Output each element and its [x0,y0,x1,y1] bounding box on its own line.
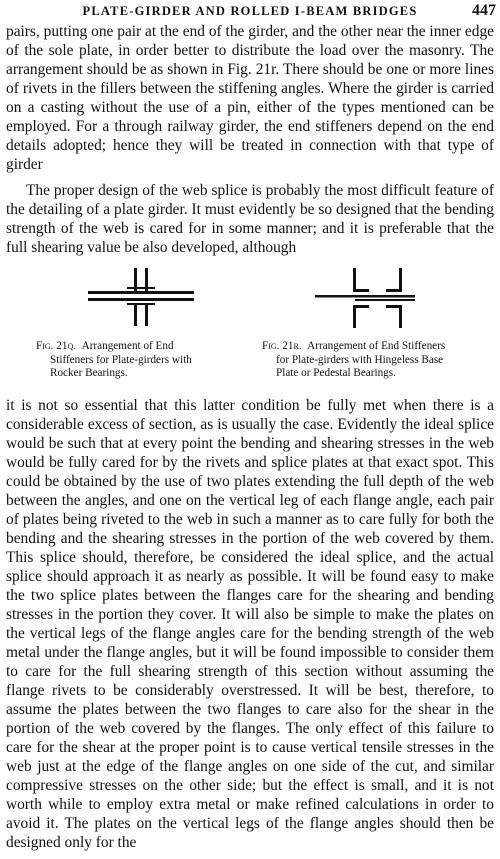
running-head: PLATE-GIRDER AND ROLLED I-BEAM BRIDGES [82,4,418,18]
figure-21r-label: Fig. 21r. [262,340,302,352]
figure-21r-diagram [315,268,415,328]
figure-21q-diagram [88,268,194,326]
paragraph-web-splice-intro: The proper design of the web splice is probably the most difficult feature of the detailing of a plate girder. It must evidently be so designed that the bending strength of the web is cared for in some manner; and it is preferable that the full shearing value be also developed, although [6,182,494,256]
page-header [0,4,500,20]
caption-line: Stiffeners for Plate-girders with [50,353,192,366]
caption-line: for Plate-girders with Hingeless Base [276,353,444,366]
caption-line: Arrangement of End Stiffeners [307,340,446,352]
figure-21r-caption [262,340,498,381]
paragraph-ideal-splice: it is not so essential that this latter condition be fully met when there is a considerable excess of section, as is usually the case. Evidently the ideal splice would be such that at every point the bending and shearing stresses in the web would be fully cared for by the rivets and splice plates at that exact spot. This could be obtained by the use of two plates extending the full depth of the web between the angles, and one on the vertical leg of each flange angle, each pair of plates being riveted to the web in such a manner as to care fully for both the bending and the shearing stresses in the portion of the web covered by them. This splice should, therefore, be considered the ideal splice, and the actual splice should approach it as nearly as possible. It will be found easy to make the two splice plates between the flanges care for the shearing and bending stresses in the portion they cover. It will also be simple to make the plates on the vertical legs of the flange angles care for the bending strength of the web metal under the flange angles, but it will be found impossible to consider them to care for the full shearing strength of this section without assuming the flange rivets to be considerably overstressed. It will be best, therefore, to assume the plates between the two flanges to care also for the shear in the portion of the web covered by the flanges. The only effect of this failure to care for the shear at the proper point is to cause vertical tensile stresses in the web just at the edge of the flange angles on one side of the cut, and similar compressive stresses on the other side; but the effect is small, and it is not worth while to employ extra metal or make refined calculations in order to avoid it. The plates on the vertical legs of the flange angles should then be designed only for the [6,397,494,851]
figure-21q-label: Fig. 21q. [36,340,77,352]
page-number: 447 [472,2,496,19]
caption-line: Rocker Bearings. [50,367,128,380]
caption-line: Plate or Pedestal Bearings. [276,367,396,380]
figure-21q-caption [36,340,246,381]
paragraph-end-stiffeners: pairs, putting one pair at the end of the girder, and the other near the inner edge of the sole plate, in order better to distribute the load over the masonry. The arrangement should be as shown in Fig. 21r. There should be one or more lines of rivets in the fillers between the stiffening angles. Where the girder is carried on a casting without the use of a pin, either of the types mentioned can be employed. For a through railway girder, the end stiffeners depend on the end details adopted; hence they will be treated in connection with that type of girder [6,23,494,173]
caption-line: Arrangement of End [81,340,174,352]
